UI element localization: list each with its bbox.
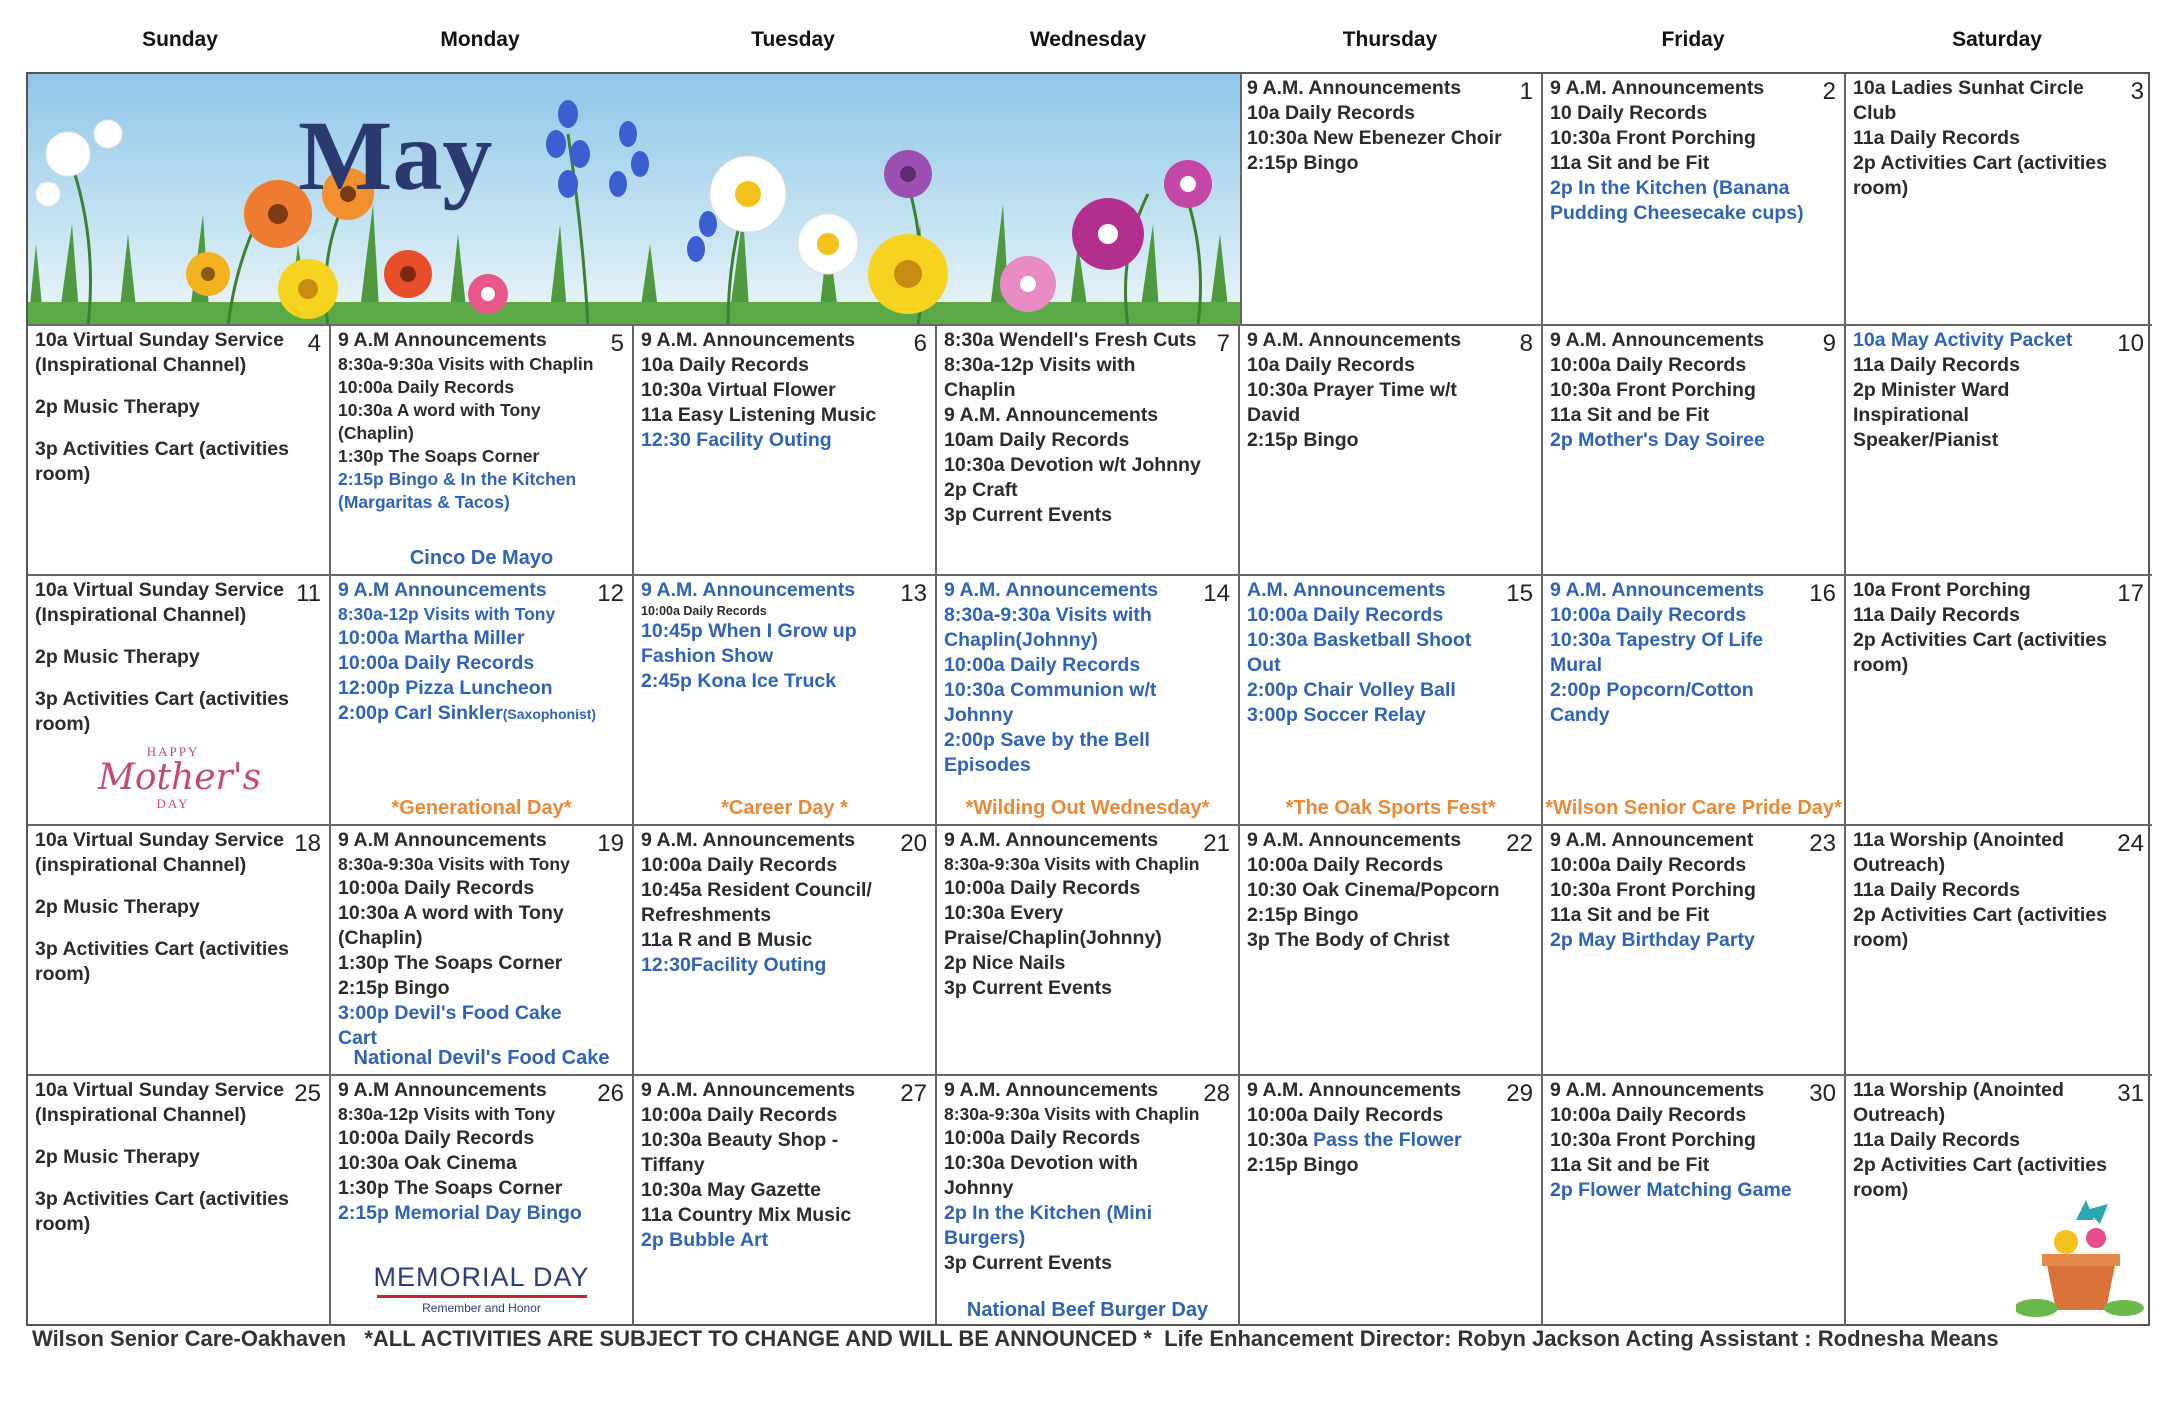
day-header-friday: Friday (1661, 28, 1725, 51)
day-number: 26 (597, 1080, 624, 1107)
event-item (1247, 1128, 1507, 1153)
event-item: 2:45p Kona Ice Truck (641, 670, 837, 692)
event-item: 9 A.M. Announcements (1550, 77, 1765, 99)
event-item: 2:15p Bingo (1247, 1154, 1359, 1176)
event-item: 8:30a-12p Visits with Tony (338, 604, 556, 624)
event-item: 10am Daily Records (944, 429, 1130, 451)
day-number: 2 (1822, 78, 1836, 105)
event-item: 10:30a Basketball Shoot Out (1247, 629, 1472, 676)
event-list (1247, 578, 1507, 728)
event-item: 3p The Body of Christ (1247, 929, 1450, 951)
event-list (641, 828, 901, 978)
event-item: 10:30a Virtual Flower (641, 379, 836, 401)
day-cell-26[interactable] (331, 1076, 634, 1326)
event-item: 2p Music Therapy (35, 646, 200, 668)
event-list (338, 578, 598, 727)
event-item: 1:30p The Soaps Corner (338, 952, 563, 974)
day-cell-15[interactable] (1240, 576, 1543, 826)
day-number: 13 (900, 580, 927, 607)
event-item: 8:30a-9:30a Visits with Chaplin(Johnny) (944, 604, 1152, 651)
event-item: 10:30a Devotion w/t Johnny (944, 454, 1201, 476)
event-item: 8:30a-12p Visits with Chaplin (944, 354, 1136, 401)
event-item: 8:30a-12p Visits with Tony (338, 1104, 556, 1124)
theme-label: Cinco De Mayo (409, 547, 554, 569)
event-item: 10:30a Front Porching (1550, 127, 1756, 149)
theme-label: *Wilson Senior Care Pride Day* (1545, 797, 1842, 819)
event-item: 10:30a Communion w/t Johnny (944, 679, 1157, 726)
event-item: 2:15p Memorial Day Bingo (338, 1202, 582, 1224)
day-cell-4[interactable] (28, 326, 331, 576)
event-item: 10a Daily Records (1247, 102, 1416, 124)
day-number: 5 (610, 330, 624, 357)
event-item: 2p Flower Matching Game (1550, 1179, 1792, 1201)
day-number: 29 (1506, 1080, 1533, 1107)
event-list (35, 578, 299, 737)
memorial-subtitle: Remember and Honor (422, 1301, 541, 1315)
event-item: 9 A.M. Announcements (641, 829, 856, 851)
day-number: 14 (1203, 580, 1230, 607)
event-item (338, 701, 598, 727)
memorial-day-logo (331, 1262, 632, 1315)
theme-label: National Devil's Food Cake (353, 1047, 610, 1069)
event-item: 10:30a A word with Tony (Chaplin) (338, 400, 541, 443)
event-item: 10:00a Daily Records (944, 654, 1141, 676)
day-header-saturday: Saturday (1952, 28, 2042, 51)
event-item: 10a Ladies Sunhat Circle Club (1853, 77, 2084, 124)
event-item: 10:00a Daily Records (641, 854, 838, 876)
event-item: 10a Daily Records (1247, 354, 1416, 376)
event-list (338, 1078, 598, 1226)
day-number: 1 (1519, 78, 1533, 105)
event-item: 11a Daily Records (1853, 127, 2020, 149)
day-cell-7[interactable] (937, 326, 1240, 576)
day-number: 27 (900, 1080, 927, 1107)
event-list (1247, 1078, 1507, 1178)
event-item: 10a Front Porching (1853, 579, 2031, 601)
day-cell-29[interactable] (1240, 1076, 1543, 1326)
event-item: 9 A.M. Announcements (1550, 329, 1765, 351)
day-number: 6 (913, 330, 927, 357)
event-item: 2p Bubble Art (641, 1229, 769, 1251)
event-list (641, 328, 901, 453)
memorial-title: MEMORIAL DAY (373, 1262, 590, 1292)
day-cell-30[interactable] (1543, 1076, 1846, 1326)
event-list (1853, 76, 2118, 201)
event-item: 11a Daily Records (1853, 604, 2020, 626)
event-list (641, 578, 901, 694)
event-item: 2p Nice Nails (944, 952, 1066, 974)
event-item: 9 A.M. Announcements (1550, 1079, 1765, 1101)
day-cell-28[interactable] (937, 1076, 1240, 1326)
event-item: 9 A.M. Announcements (1550, 579, 1765, 601)
event-item: 10:00a Daily Records (944, 877, 1141, 899)
event-item: 10:30a Front Porching (1550, 379, 1756, 401)
event-item: 9 A.M Announcements (338, 329, 547, 351)
event-item: 10:00a Daily Records (1247, 604, 1444, 626)
day-cell-20[interactable] (634, 826, 937, 1076)
event-list (1247, 828, 1507, 953)
event-list (338, 328, 598, 514)
event-item: 1:30p The Soaps Corner (338, 1177, 563, 1199)
spring-flowers-illustration (28, 74, 1242, 326)
day-number: 16 (1809, 580, 1836, 607)
event-list (1853, 828, 2118, 953)
event-list (35, 828, 299, 987)
event-item: 9 A.M. Announcements (944, 404, 1159, 426)
event-item: 10a Virtual Sunday Service (Inspirational Channel) (35, 329, 284, 376)
day-number: 9 (1822, 330, 1836, 357)
event-item: 11a R and B Music (641, 929, 813, 951)
event-note: (Saxophonist) (502, 706, 597, 722)
theme-label: *Generational Day* (391, 797, 572, 819)
day-cell-5[interactable] (331, 326, 634, 576)
event-item: 2p In the Kitchen (Banana Pudding Cheesecake cups) (1550, 177, 1804, 224)
event-list (944, 578, 1204, 778)
day-header-tuesday: Tuesday (751, 28, 835, 51)
day-number: 12 (597, 580, 624, 607)
event-item: 10:30a Every Praise/Chaplin(Johnny) (944, 902, 1162, 949)
event-item: 9 A.M. Announcements (1247, 829, 1462, 851)
event-list (1550, 1078, 1810, 1203)
event-list (338, 828, 598, 1051)
day-cell-12[interactable] (331, 576, 634, 826)
event-item: 10:45a Resident Council/ Refreshments (641, 879, 872, 926)
event-item: 10a Virtual Sunday Service (inspirational Channel) (35, 829, 284, 876)
day-number: 28 (1203, 1080, 1230, 1107)
day-cell-22[interactable] (1240, 826, 1543, 1076)
event-item: 9 A.M. Announcements (641, 579, 856, 601)
event-item: 12:00p Pizza Luncheon (338, 677, 553, 699)
event-item: 1:30p The Soaps Corner (338, 446, 540, 466)
banner-title: May (298, 100, 493, 211)
day-cell-24[interactable] (1846, 826, 2152, 1076)
day-of-week-header (0, 28, 2176, 68)
event-list (1550, 76, 1810, 226)
event-item: 9 A.M Announcements (338, 1079, 547, 1101)
day-cell-18[interactable] (28, 826, 331, 1076)
event-item: 3p Current Events (944, 977, 1112, 999)
event-item: 8:30a Wendell's Fresh Cuts (944, 329, 1197, 351)
event-item: 3:00p Devil's Food Cake Cart (338, 1002, 562, 1049)
event-item: 10:00a Daily Records (1550, 354, 1747, 376)
event-item: 10:30a A word with Tony (Chaplin) (338, 902, 564, 949)
event-item: 9 A.M. Announcements (944, 829, 1159, 851)
event-item: 12:30 Facility Outing (641, 429, 832, 451)
day-cell-9[interactable] (1543, 326, 1846, 576)
event-item: A.M. Announcements (1247, 579, 1446, 601)
event-item: 2:15p Bingo & In the Kitchen (Margaritas & Tacos) (338, 469, 577, 512)
event-item: 10:00a Daily Records (944, 1127, 1141, 1149)
day-number: 10 (2117, 330, 2144, 357)
event-item: 10a Virtual Sunday Service (Inspirational Channel) (35, 1079, 284, 1126)
day-number: 31 (2117, 1080, 2144, 1107)
event-item: 10:30a Front Porching (1550, 1129, 1756, 1151)
event-item: 10:00a Daily Records (1247, 854, 1444, 876)
day-cell-27[interactable] (634, 1076, 937, 1326)
day-number: 3 (2130, 78, 2144, 105)
day-cell-6[interactable] (634, 326, 937, 576)
day-header-wednesday: Wednesday (1029, 28, 1147, 51)
event-item: 3p Activities Cart (activities room) (35, 688, 289, 735)
event-list (1247, 76, 1507, 176)
event-item: 10:30a New Ebenezer Choir (1247, 127, 1502, 149)
event-item: 10:30a Oak Cinema (338, 1152, 517, 1174)
event-item: 10:30 Oak Cinema/Popcorn (1247, 879, 1500, 901)
event-item: 10:30a Beauty Shop -Tiffany (641, 1129, 839, 1176)
event-item: 9 A.M. Announcements (1247, 77, 1462, 99)
event-item: 2:00p Chair Volley Ball (1247, 679, 1456, 701)
event-item: 9 A.M. Announcements (1247, 329, 1462, 351)
event-item: 8:30a-9:30a Visits with Chaplin (944, 1104, 1200, 1124)
event-item: 11a Daily Records (1853, 1129, 2020, 1151)
event-item: 10:00a Daily Records (641, 1104, 838, 1126)
day-cell-10[interactable] (1846, 326, 2152, 576)
day-number: 4 (307, 330, 321, 357)
event-item: 3:00p Soccer Relay (1247, 704, 1426, 726)
event-item: 2:15p Bingo (1247, 152, 1359, 174)
day-number: 19 (597, 830, 624, 857)
day-cell-31[interactable] (1846, 1076, 2152, 1326)
event-item: 11a Sit and be Fit (1550, 404, 1710, 426)
day-number: 18 (294, 830, 321, 857)
logo-day: DAY (156, 796, 190, 811)
event-item: 3p Current Events (944, 504, 1112, 526)
event-item: 2:15p Bingo (338, 977, 450, 999)
event-item: 2:15p Bingo (1247, 904, 1359, 926)
day-number: 15 (1506, 580, 1533, 607)
event-item: 2:00p Save by the Bell Episodes (944, 729, 1150, 776)
day-number: 21 (1203, 830, 1230, 857)
day-cell-13[interactable] (634, 576, 937, 826)
event-item: 2:00p Popcorn/Cotton Candy (1550, 679, 1754, 726)
event-item: 12:30Facility Outing (641, 954, 827, 976)
theme-label: National Beef Burger Day (966, 1299, 1209, 1321)
event-item: 9 A.M. Announcements (944, 1079, 1159, 1101)
event-item: 2p Activities Cart (activities room) (1853, 1154, 2107, 1201)
theme-label: *The Oak Sports Fest* (1285, 797, 1496, 819)
event-item: 9 A.M. Announcements (641, 1079, 856, 1101)
event-list (35, 1078, 299, 1237)
event-item: 2p Activities Cart (activities room) (1853, 629, 2107, 676)
day-cell-11[interactable] (28, 576, 331, 826)
event-item: 2p Music Therapy (35, 1146, 200, 1168)
logo-happy: HAPPY (146, 744, 200, 759)
event-item: 9 A.M. Announcements (1247, 1079, 1462, 1101)
event-list (944, 1078, 1204, 1276)
event-item: 10:00a Daily Records (338, 877, 535, 899)
event-item: 10a May Activity Packet (1853, 329, 2073, 351)
day-cell-23[interactable] (1543, 826, 1846, 1076)
day-number: 22 (1506, 830, 1533, 857)
day-number: 23 (1809, 830, 1836, 857)
event-item: 11a Worship (Anointed Outreach) (1853, 1079, 2064, 1126)
day-cell-8[interactable] (1240, 326, 1543, 576)
event-item: 2p Activities Cart (activities room) (1853, 904, 2107, 951)
event-text: 2:00p Carl Sinkler (338, 702, 503, 724)
event-item: 10:45p When I Grow up Fashion Show (641, 620, 857, 667)
event-item: 2:15p Bingo (1247, 429, 1359, 451)
event-item: 2p In the Kitchen (Mini Burgers) (944, 1202, 1152, 1249)
event-item: 8:30a-9:30a Visits with Chaplin (338, 354, 594, 374)
flower-pot-icon (2016, 1190, 2146, 1320)
event-list (1853, 1078, 2118, 1203)
event-item: 2p Activities Cart (activities room) (1853, 152, 2107, 199)
event-item: 10:00a Daily Records (1550, 1104, 1747, 1126)
event-list (944, 828, 1204, 1001)
event-item: 10:30a Prayer Time w/t David (1247, 379, 1457, 426)
day-cell-21[interactable] (937, 826, 1240, 1076)
event-item: 2p Mother's Day Soiree (1550, 429, 1765, 451)
event-item: 10:00a Daily Records (1247, 1104, 1444, 1126)
event-item: 11a Easy Listening Music (641, 404, 877, 426)
event-item: 10:00a Daily Records (641, 604, 767, 618)
day-header-sunday: Sunday (142, 28, 218, 51)
day-cell-19[interactable] (331, 826, 634, 1076)
event-item: 9 A.M. Announcements (641, 329, 856, 351)
event-item: 10:30a May Gazette (641, 1179, 821, 1201)
day-number: 11 (296, 580, 321, 607)
event-text: 10:30a (1247, 1129, 1314, 1151)
day-number: 25 (294, 1080, 321, 1107)
event-item: 3p Current Events (944, 1252, 1112, 1274)
event-list (1853, 578, 2118, 678)
event-item: 11a Sit and be Fit (1550, 152, 1710, 174)
day-cell-1[interactable] (1240, 74, 1543, 326)
event-item: 2p Craft (944, 479, 1018, 501)
event-list (1853, 328, 2118, 453)
day-cell-25[interactable] (28, 1076, 331, 1326)
day-number: 7 (1216, 330, 1230, 357)
event-item: 11a Sit and be Fit (1550, 1154, 1710, 1176)
footer-note: Wilson Senior Care-Oakhaven *ALL ACTIVITIES ARE SUBJECT TO CHANGE AND WILL BE ANNOUNCED * Life Enhancement Director: Robyn Jackson Acting Assistant : Rodnesha Means (32, 1326, 1999, 1351)
event-item: 10:30a Devotion with Johnny (944, 1152, 1138, 1199)
event-item: 10:00a Daily Records (1550, 604, 1747, 626)
event-item: 8:30a-9:30a Visits with Chaplin (944, 854, 1200, 874)
event-list (944, 328, 1204, 528)
day-cell-3[interactable] (1846, 74, 2152, 326)
event-item: 9 A.M. Announcement (1550, 829, 1754, 851)
event-item: 10:00a Daily Records (338, 377, 515, 397)
event-list (1247, 328, 1507, 453)
event-item: 11a Country Mix Music (641, 1204, 852, 1226)
event-item: 3p Activities Cart (activities room) (35, 938, 289, 985)
event-item: 2p Music Therapy (35, 396, 200, 418)
memorial-stripe (377, 1295, 587, 1298)
event-item: 3p Activities Cart (activities room) (35, 438, 289, 485)
happy-mothers-day-logo (98, 744, 262, 812)
day-number: 24 (2117, 830, 2144, 857)
event-item: 10:30a Front Porching (1550, 879, 1756, 901)
day-number: 20 (900, 830, 927, 857)
day-cell-16[interactable] (1543, 576, 1846, 826)
event-item: 11a Daily Records (1853, 879, 2020, 901)
day-cell-17[interactable] (1846, 576, 2152, 826)
event-item: 11a Daily Records (1853, 354, 2020, 376)
may-banner (28, 74, 1242, 326)
event-highlight: Pass the Flower (1313, 1129, 1462, 1151)
event-item: 2p Minister Ward Inspirational Speaker/Pianist (1853, 379, 2010, 451)
event-item: 10a Virtual Sunday Service (Inspirational Channel) (35, 579, 284, 626)
event-item: 10:00a Martha Miller (338, 627, 525, 649)
day-number: 30 (1809, 1080, 1836, 1107)
event-item: 10:00a Daily Records (338, 1127, 535, 1149)
event-item: 9 A.M Announcements (338, 579, 547, 601)
theme-label: *Wilding Out Wednesday* (965, 797, 1210, 819)
day-number: 17 (2117, 580, 2144, 607)
event-list (35, 328, 299, 487)
event-item: 9 A.M. Announcements (944, 579, 1159, 601)
event-item: 2p May Birthday Party (1550, 929, 1755, 951)
logo-mothers: Mother's (98, 757, 262, 798)
theme-label: *Career Day * (721, 797, 848, 819)
day-cell-2[interactable] (1543, 74, 1846, 326)
event-list (641, 1078, 901, 1253)
day-header-thursday: Thursday (1342, 28, 1438, 51)
calendar-grid (26, 72, 2150, 1326)
event-item: 10a Daily Records (641, 354, 810, 376)
event-list (1550, 828, 1810, 953)
event-item: 9 A.M Announcements (338, 829, 547, 851)
event-item: 11a Sit and be Fit (1550, 904, 1710, 926)
event-list (1550, 328, 1810, 453)
day-cell-14[interactable] (937, 576, 1240, 826)
day-header-monday: Monday (440, 28, 520, 51)
day-number: 8 (1519, 330, 1533, 357)
event-item: 10:00a Daily Records (338, 652, 535, 674)
event-item: 10:30a Tapestry Of Life Mural (1550, 629, 1764, 676)
event-item: 8:30a-9:30a Visits with Tony (338, 854, 570, 874)
event-item: 10 Daily Records (1550, 102, 1708, 124)
event-list (1550, 578, 1810, 728)
event-item: 11a Worship (Anointed Outreach) (1853, 829, 2064, 876)
event-item: 2p Music Therapy (35, 896, 200, 918)
event-item: 10:00a Daily Records (1550, 854, 1747, 876)
event-item: 3p Activities Cart (activities room) (35, 1188, 289, 1235)
